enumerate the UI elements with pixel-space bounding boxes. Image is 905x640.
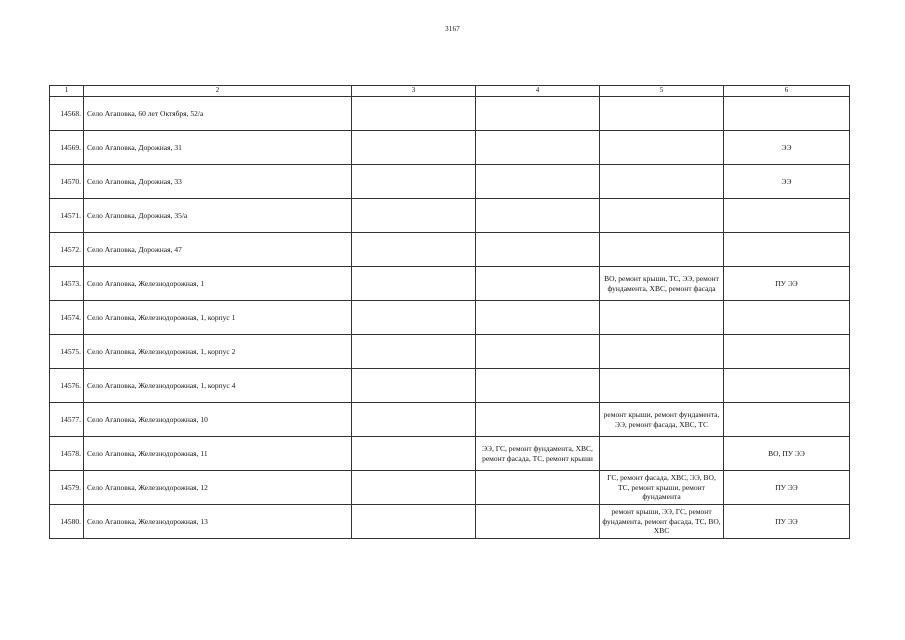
row-number: 14574. [50, 301, 84, 335]
column-4-cell [476, 335, 600, 369]
column-3-cell [352, 403, 476, 437]
column-header-1: 1 [50, 86, 84, 97]
row-number: 14569. [50, 131, 84, 165]
column-5-cell [600, 131, 724, 165]
column-6-cell [724, 369, 850, 403]
address-cell: Село Агаповка, Дорожная, 35/а [84, 199, 352, 233]
column-4-cell [476, 165, 600, 199]
row-number: 14573. [50, 267, 84, 301]
column-3-cell [352, 335, 476, 369]
column-header-6: 6 [724, 86, 850, 97]
column-3-cell [352, 165, 476, 199]
column-3-cell [352, 199, 476, 233]
column-5-cell [600, 301, 724, 335]
address-cell: Село Агаповка, 60 лет Октября, 52/а [84, 97, 352, 131]
column-6-cell [724, 403, 850, 437]
table-row [50, 199, 850, 233]
column-5-cell [600, 199, 724, 233]
address-cell: Село Агаповка, Железнодорожная, 12 [84, 471, 352, 505]
row-number: 14578. [50, 437, 84, 471]
column-6-cell: ВО, ПУ ЭЭ [724, 437, 850, 471]
column-3-cell [352, 131, 476, 165]
table-row [50, 403, 850, 437]
column-5-cell [600, 369, 724, 403]
address-cell: Село Агаповка, Железнодорожная, 1, корпус 2 [84, 335, 352, 369]
table-header [50, 86, 850, 97]
row-number: 14577. [50, 403, 84, 437]
column-3-cell [352, 97, 476, 131]
address-cell: Село Агаповка, Дорожная, 47 [84, 233, 352, 267]
column-6-cell [724, 233, 850, 267]
address-cell: Село Агаповка, Железнодорожная, 10 [84, 403, 352, 437]
row-number: 14572. [50, 233, 84, 267]
address-cell: Село Агаповка, Железнодорожная, 1, корпус 1 [84, 301, 352, 335]
page-number: 3167 [445, 25, 460, 33]
row-number: 14570. [50, 165, 84, 199]
column-5-cell [600, 233, 724, 267]
column-5-cell: ремонт крыши, ремонт фундамента, ЭЭ, ремонт фасада, ХВС, ТС [600, 403, 724, 437]
row-number: 14579. [50, 471, 84, 505]
column-3-cell [352, 437, 476, 471]
column-6-cell [724, 301, 850, 335]
column-4-cell [476, 301, 600, 335]
row-number: 14580. [50, 505, 84, 539]
column-5-cell [600, 335, 724, 369]
column-header-2: 2 [84, 86, 352, 97]
column-6-cell: ПУ ЭЭ [724, 505, 850, 539]
table-row [50, 335, 850, 369]
column-6-cell [724, 199, 850, 233]
table-row [50, 97, 850, 131]
column-5-cell: ГС, ремонт фасада, ХВС, ЭЭ, ВО, ТС, ремонт крыши, ремонт фундамента [600, 471, 724, 505]
table-row [50, 301, 850, 335]
column-5-cell: ВО, ремонт крыши, ТС, ЭЭ, ремонт фундамента, ХВС, ремонт фасада [600, 267, 724, 301]
column-header-5: 5 [600, 86, 724, 97]
column-4-cell [476, 199, 600, 233]
table-row [50, 437, 850, 471]
records-table [49, 85, 850, 539]
header-row [50, 86, 850, 97]
table-row [50, 471, 850, 505]
column-header-3: 3 [352, 86, 476, 97]
column-3-cell [352, 301, 476, 335]
column-4-cell [476, 97, 600, 131]
address-cell: Село Агаповка, Железнодорожная, 1 [84, 267, 352, 301]
column-3-cell [352, 505, 476, 539]
column-6-cell: ПУ ЭЭ [724, 267, 850, 301]
address-cell: Село Агаповка, Дорожная, 31 [84, 131, 352, 165]
column-4-cell [476, 131, 600, 165]
column-3-cell [352, 369, 476, 403]
column-4-cell: ЭЭ, ГС, ремонт фундамента, ХВС, ремонт фасада, ТС, ремонт крыши [476, 437, 600, 471]
table-row [50, 505, 850, 539]
row-number: 14568. [50, 97, 84, 131]
address-cell: Село Агаповка, Железнодорожная, 13 [84, 505, 352, 539]
row-number: 14576. [50, 369, 84, 403]
column-4-cell [476, 403, 600, 437]
column-header-4: 4 [476, 86, 600, 97]
column-6-cell [724, 335, 850, 369]
row-number: 14571. [50, 199, 84, 233]
column-6-cell: ЭЭ [724, 131, 850, 165]
address-cell: Село Агаповка, Железнодорожная, 11 [84, 437, 352, 471]
column-5-cell: ремонт крыши, ЭЭ, ГС, ремонт фундамента, ремонт фасада, ТС, ВО, ХВС [600, 505, 724, 539]
table-row [50, 131, 850, 165]
table-row [50, 233, 850, 267]
column-3-cell [352, 267, 476, 301]
column-3-cell [352, 233, 476, 267]
table-row [50, 267, 850, 301]
column-6-cell: ПУ ЭЭ [724, 471, 850, 505]
column-6-cell [724, 97, 850, 131]
table-row [50, 369, 850, 403]
column-4-cell [476, 267, 600, 301]
table-row [50, 165, 850, 199]
column-4-cell [476, 471, 600, 505]
column-5-cell [600, 437, 724, 471]
row-number: 14575. [50, 335, 84, 369]
column-3-cell [352, 471, 476, 505]
column-5-cell [600, 97, 724, 131]
column-5-cell [600, 165, 724, 199]
address-cell: Село Агаповка, Железнодорожная, 1, корпус 4 [84, 369, 352, 403]
table-body [50, 97, 850, 539]
column-4-cell [476, 369, 600, 403]
address-cell: Село Агаповка, Дорожная, 33 [84, 165, 352, 199]
column-4-cell [476, 233, 600, 267]
column-6-cell: ЭЭ [724, 165, 850, 199]
column-4-cell [476, 505, 600, 539]
